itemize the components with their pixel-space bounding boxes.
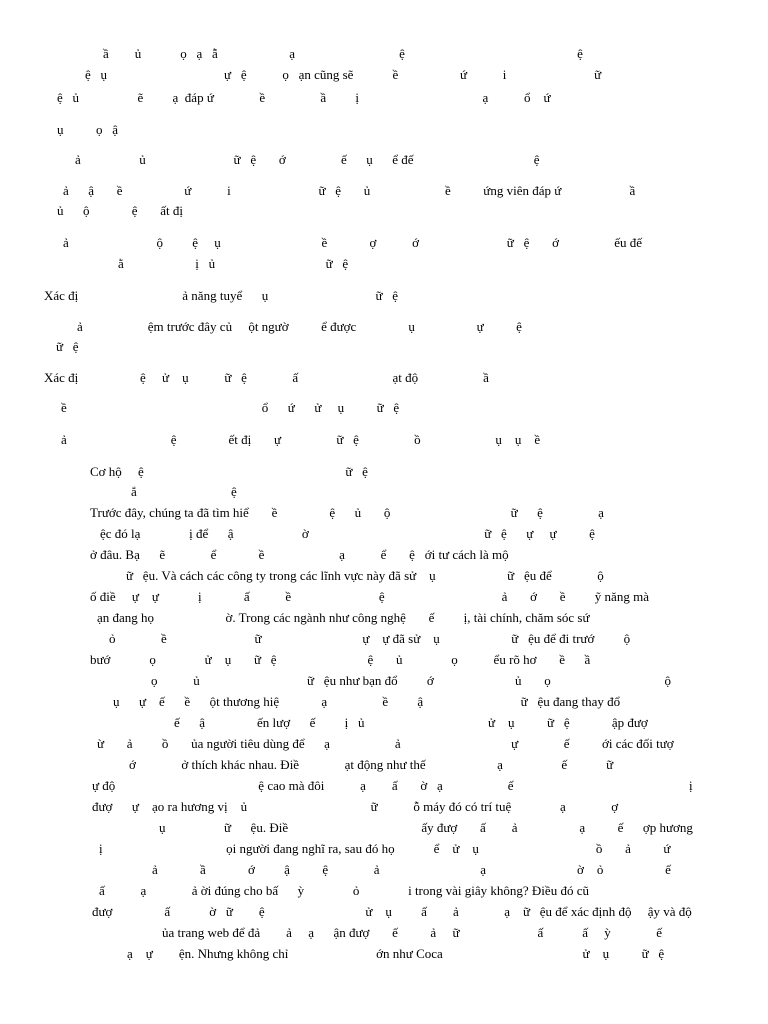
- body-line: ệc đó lạ ị để ậ ờ ữ ệ ự ự ệ: [100, 526, 595, 541]
- text-line: ề ổ ứ ử ụ ữ ệ: [61, 400, 400, 415]
- body-line: ừ ả ồ ủa người tiêu dùng để ạ ả ự ế ới các đối tượ: [97, 736, 674, 751]
- text-line: ệ ụ ự ệ ọ ạn cũng sẽ ề ứ i ữ: [85, 67, 602, 82]
- body-line: ố điề ự ự ị ấ ề ệ ả ớ ề ỹ năng mà: [90, 589, 649, 604]
- body-line: ọ ủ ữ ệu như bạn đổ ớ ủ ọ ộ: [151, 673, 672, 688]
- body-line: ị ọi người đang nghĩ ra, sau đó họ ể ử ụ ồ ả ứ: [99, 841, 671, 856]
- text-line: ằ ị ủ ữ ệ: [118, 256, 349, 271]
- body-line: ụ ữ ệu. Điề ấy đượ ấ ả ạ ế ợp hương: [159, 820, 693, 835]
- body-line: ạ ự ện. Nhưng không chỉ ớn như Coca ử ụ ữ ệ: [127, 946, 665, 961]
- body-line: Trước đây, chúng ta đã tìm hiể ề ệ ủ ộ ữ ệ ạ: [90, 505, 604, 520]
- text-line: ả ệm trước đây củ ột ngườ ể được ụ ự ệ: [77, 319, 522, 334]
- body-line: đượ ấ ờ ữ ệ ử ụ ấ ả ạ ữ ệu để xác định độ ậy và độ: [92, 904, 692, 919]
- body-line: ế ậ ến lượ ế ị ủ ử ụ ữ ệ ập đượ: [174, 715, 648, 730]
- body-line: ự độ ệ cao mà đôi ạ ấ ờ ạ ế ị: [92, 778, 693, 793]
- section-heading: Cơ hộ ệ ữ ệ: [90, 464, 368, 479]
- body-line: đượ ự ạo ra hương vị ủ ữ ỗ máy đó có trí tuệ ạ ợ: [92, 799, 619, 814]
- body-line: bướ ọ ử ụ ữ ệ ệ ủ ọ ểu rõ hơ ề ầ: [90, 652, 591, 667]
- body-line: ớ ở thích khác nhau. Điề ạt động như thế ạ ế ữ: [129, 757, 614, 772]
- body-line: ạn đang họ ờ. Trong các ngành như công nghệ ế ị, tài chính, chăm sóc sứ: [97, 610, 590, 625]
- body-line: ữ ệu. Và cách các công ty trong các lĩnh vực này đã sử ụ ữ ệu để ộ: [126, 568, 604, 583]
- body-line: ở đâu. Bạ ẽ ể ề ạ ể ệ ới tư cách là mộ: [90, 547, 509, 562]
- text-line: ả ệ ết đị ự ữ ệ ồ ụ ụ ề: [61, 432, 541, 447]
- text-line: ụ ọ ậ: [57, 122, 119, 137]
- body-line: ấ ạ ả ời đúng cho bấ ỳ ỏ i trong vài giây không? Điều đó cũ: [99, 883, 589, 898]
- text-line: ả ậ ề ứ i ữ ệ ủ ề ứng viên đáp ứ ầ: [63, 183, 636, 198]
- text-line: ữ ệ: [56, 339, 79, 354]
- body-line: ủa trang web để đả ả ạ ận đượ ế ả ữ ấ ấ ỳ ế: [162, 925, 663, 940]
- body-line: ụ ự ế ề ột thương hiệ ạ ề ậ ữ ệu đang thay đổ: [113, 694, 621, 709]
- text-line: ắ ệ: [131, 484, 237, 499]
- body-line: ả ầ ớ ậ ệ ả ạ ờ ỏ ế: [152, 862, 671, 877]
- section-heading: Xác đị ệ ử ụ ữ ệ ấ ạt độ ầ: [44, 370, 489, 385]
- text-line: ệ ủ ẽ ạ đáp ứ ề ầ ị ạ ổ ứ: [57, 90, 551, 105]
- text-line: ả ủ ữ ệ ớ ế ụ ể đế ệ: [75, 152, 540, 167]
- text-line: ủ ộ ệ ất đị: [57, 203, 184, 218]
- text-line: ả ộ ệ ụ ề ợ ớ ữ ệ ớ ếu đế: [63, 235, 643, 250]
- body-line: ỏ ề ữ ự ự đã sử ụ ữ ệu để đi trướ ộ: [109, 631, 631, 646]
- text-line: ầ ủ ọ ạ ẫ ạ ệ ệ: [103, 46, 583, 61]
- section-heading: Xác đị ả năng tuyể ụ ữ ệ: [44, 288, 399, 303]
